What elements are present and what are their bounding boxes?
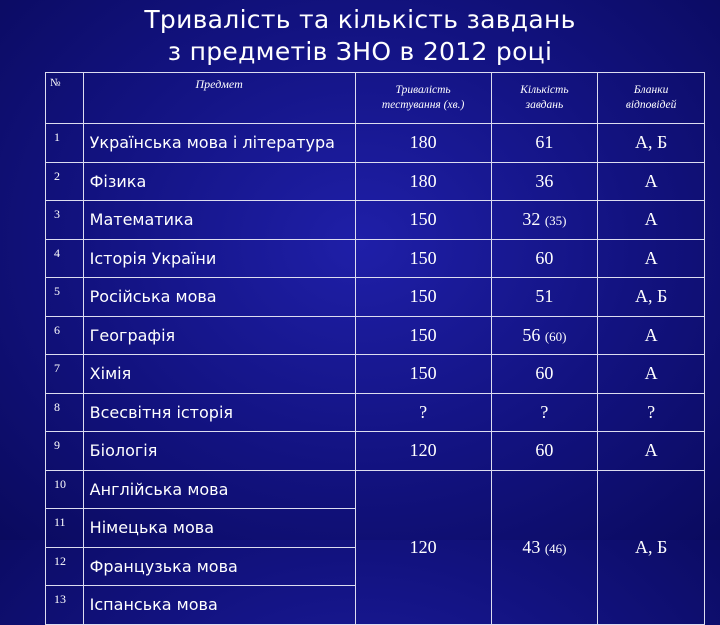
row-forms: А	[598, 239, 705, 278]
table-row	[46, 201, 705, 240]
row-forms: А	[598, 355, 705, 394]
table-header-row	[46, 73, 705, 124]
row-subject: Українська мова і література	[83, 124, 355, 163]
row-count-value: 61	[535, 132, 554, 153]
languages-count	[491, 470, 598, 624]
row-count	[491, 201, 598, 240]
row-count	[491, 355, 598, 394]
table-row	[46, 393, 705, 432]
row-subject: Фізика	[83, 162, 355, 201]
row-forms: А, Б	[598, 124, 705, 163]
row-subject: Математика	[83, 201, 355, 240]
row-count-note: (35)	[544, 213, 567, 229]
row-num: 12	[46, 547, 84, 586]
row-duration: 150	[355, 316, 491, 355]
row-count	[491, 124, 598, 163]
row-count	[491, 239, 598, 278]
row-num: 1	[46, 124, 84, 163]
header-duration-line2: тестування (хв.)	[381, 99, 465, 111]
table-row	[46, 162, 705, 201]
row-subject: Всесвітня історія	[83, 393, 355, 432]
header-count-line2: завдань	[525, 99, 564, 111]
title-line-2: з предметів ЗНО в 2012 році	[167, 37, 553, 66]
row-duration: 150	[355, 239, 491, 278]
row-duration: ?	[355, 393, 491, 432]
row-num: 2	[46, 162, 84, 201]
title-line-1: Тривалість та кількість завдань	[144, 5, 576, 34]
row-subject: Географія	[83, 316, 355, 355]
row-num: 9	[46, 432, 84, 471]
row-subject: Німецька мова	[83, 509, 355, 548]
row-count	[491, 393, 598, 432]
row-count-value: 60	[535, 440, 554, 461]
row-subject: Іспанська мова	[83, 586, 355, 625]
row-duration: 150	[355, 201, 491, 240]
row-count-note: (60)	[544, 328, 567, 344]
row-forms: А	[598, 316, 705, 355]
row-subject: Біологія	[83, 432, 355, 471]
row-count	[491, 316, 598, 355]
header-count-line1: Кількість	[520, 84, 569, 96]
row-subject: Англійська мова	[83, 470, 355, 509]
header-duration-line1: Тривалість	[395, 84, 451, 96]
row-num: 8	[46, 393, 84, 432]
table-row	[46, 432, 705, 471]
row-duration: 150	[355, 355, 491, 394]
row-num: 5	[46, 278, 84, 317]
row-forms: А, Б	[598, 278, 705, 317]
languages-count-value: 43	[522, 536, 541, 557]
row-count	[491, 278, 598, 317]
table-row	[46, 239, 705, 278]
subjects-table	[45, 72, 705, 625]
row-count-value: 51	[535, 286, 554, 307]
row-forms: А	[598, 201, 705, 240]
row-count-value: 56	[522, 324, 541, 345]
row-count-value: ?	[540, 401, 549, 422]
row-forms: А	[598, 432, 705, 471]
table-row	[46, 470, 705, 509]
languages-duration: 120	[355, 470, 491, 624]
table-row	[46, 355, 705, 394]
row-count-value: 32	[522, 209, 541, 230]
row-num: 4	[46, 239, 84, 278]
row-forms: ?	[598, 393, 705, 432]
row-num: 7	[46, 355, 84, 394]
header-count	[491, 73, 598, 124]
table-row	[46, 316, 705, 355]
table-row	[46, 124, 705, 163]
row-duration: 180	[355, 124, 491, 163]
languages-forms: А, Б	[598, 470, 705, 624]
row-count	[491, 162, 598, 201]
row-subject: Російська мова	[83, 278, 355, 317]
row-subject: Французька мова	[83, 547, 355, 586]
table-row	[46, 278, 705, 317]
header-forms-line1: Бланки	[633, 84, 669, 96]
header-num: №	[46, 73, 84, 124]
row-count-value: 60	[535, 363, 554, 384]
row-duration: 150	[355, 278, 491, 317]
row-num: 6	[46, 316, 84, 355]
row-num: 11	[46, 509, 84, 548]
row-num: 13	[46, 586, 84, 625]
row-count-value: 36	[535, 170, 554, 191]
header-subject: Предмет	[83, 73, 355, 124]
row-duration: 180	[355, 162, 491, 201]
row-count	[491, 432, 598, 471]
header-duration	[355, 73, 491, 124]
row-forms: А	[598, 162, 705, 201]
page-title	[0, 4, 720, 68]
languages-count-note: (46)	[544, 540, 567, 556]
row-duration: 120	[355, 432, 491, 471]
row-subject: Хімія	[83, 355, 355, 394]
row-num: 3	[46, 201, 84, 240]
header-forms-line2: відповідей	[625, 99, 677, 111]
row-count-value: 60	[535, 247, 554, 268]
header-forms	[598, 73, 705, 124]
row-subject: Історія України	[83, 239, 355, 278]
row-num: 10	[46, 470, 84, 509]
